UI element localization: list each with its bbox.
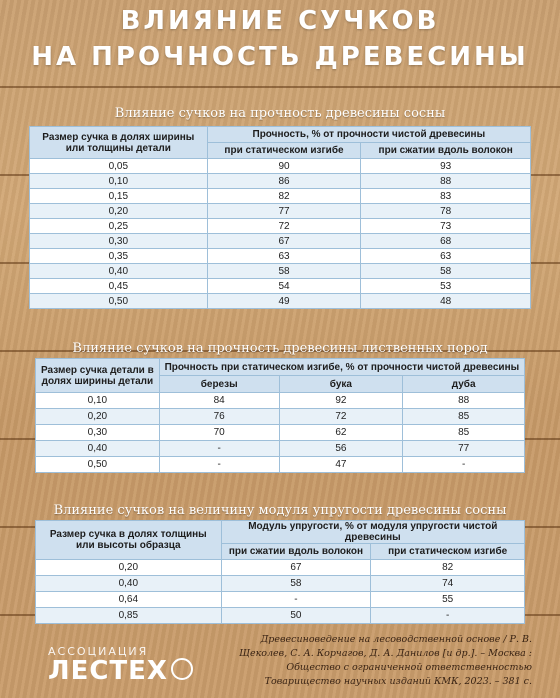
table-cell: 82 [371, 560, 525, 576]
source-line3: Общество с ограниченной ответственностью [286, 662, 532, 673]
table-cell: 0,64 [36, 592, 222, 608]
table3-header-size: Размер сучка в долях толщины или высоты образца [36, 521, 222, 560]
table-row [36, 441, 525, 457]
table-cell: 85 [403, 425, 525, 441]
table1 [29, 126, 531, 309]
table-row [36, 425, 525, 441]
table-cell: 58 [361, 264, 531, 279]
table-cell: 83 [361, 189, 531, 204]
table1-caption: Влияние сучков на прочность древесины сосны [114, 106, 446, 121]
table-row [36, 576, 525, 592]
table-cell: 50 [221, 608, 371, 624]
source-citation [232, 633, 532, 689]
table-cell: 92 [279, 393, 403, 409]
table-cell: 47 [279, 457, 403, 473]
logo-brand-text: ЛЕСТЕХ [48, 656, 168, 686]
table-cell: 0,40 [36, 441, 160, 457]
table-cell: 72 [279, 409, 403, 425]
table-cell: 85 [403, 409, 525, 425]
table-cell: 77 [207, 204, 361, 219]
table-cell: 55 [371, 592, 525, 608]
table-row [30, 279, 531, 294]
table-cell: 0,40 [30, 264, 208, 279]
table-cell: 70 [159, 425, 279, 441]
table-cell: 0,50 [36, 457, 160, 473]
table-cell: 90 [207, 159, 361, 174]
table-row [30, 189, 531, 204]
table-cell: 0,10 [30, 174, 208, 189]
table-cell: 0,35 [30, 249, 208, 264]
table-row [30, 174, 531, 189]
table-cell: 48 [361, 294, 531, 309]
table-cell: 0,20 [36, 409, 160, 425]
table1-header-size: Размер сучка в долях ширины или толщины детали [30, 127, 208, 159]
table-cell: 72 [207, 219, 361, 234]
table-cell: 0,45 [30, 279, 208, 294]
table-cell: 88 [361, 174, 531, 189]
lestech-logo [48, 645, 193, 684]
table1-header-col2: при сжатии вдоль волокон [361, 143, 531, 159]
table-cell: 62 [279, 425, 403, 441]
table2-header-col2: бука [279, 376, 403, 393]
table2-header-group: Прочность при статическом изгибе, % от прочности чистой древесины [159, 359, 524, 376]
table-row [30, 294, 531, 309]
table-row [36, 608, 525, 624]
table-cell: 82 [207, 189, 361, 204]
table-cell: 0,30 [30, 234, 208, 249]
table-row [36, 592, 525, 608]
table-cell: 76 [159, 409, 279, 425]
table-cell: 58 [207, 264, 361, 279]
table-row [36, 393, 525, 409]
table-cell: - [221, 592, 371, 608]
table-cell: 74 [371, 576, 525, 592]
source-line2: Щеколев, С. А. Корчагов, Д. А. Данилов [и др.]. – Москва : [239, 648, 532, 659]
table-cell: 0,20 [36, 560, 222, 576]
table-cell: - [159, 441, 279, 457]
table3-header-group: Модуль упругости, % от модуля упругости чистой древесины [221, 521, 524, 544]
table-cell: 0,10 [36, 393, 160, 409]
table-cell: 0,85 [36, 608, 222, 624]
table3-header-col2: при статическом изгибе [371, 544, 525, 560]
table1-header-group: Прочность, % от прочности чистой древесины [207, 127, 530, 143]
table2-header-col3: дуба [403, 376, 525, 393]
table-row [30, 159, 531, 174]
table-cell: 0,05 [30, 159, 208, 174]
table-row [30, 219, 531, 234]
table3-header-col1: при сжатии вдоль волокон [221, 544, 371, 560]
table2-caption: Влияние сучков на прочность древесины лиственных пород [72, 341, 488, 356]
table-cell: 53 [361, 279, 531, 294]
table-cell: - [159, 457, 279, 473]
table3-caption: Влияние сучков на величину модуля упругости древесины сосны [53, 503, 507, 518]
logo-association-text: АССОЦИАЦИЯ [48, 645, 149, 658]
table-cell: 63 [361, 249, 531, 264]
table-cell: 49 [207, 294, 361, 309]
table-cell: 77 [403, 441, 525, 457]
table-cell: 86 [207, 174, 361, 189]
table-cell: 63 [207, 249, 361, 264]
table-cell: 0,15 [30, 189, 208, 204]
source-line4: Товарищество научных изданий КМК, 2023. – 381 с. [264, 676, 532, 687]
main-title-line1: ВЛИЯНИЕ СУЧКОВ [120, 6, 440, 36]
table-row [36, 560, 525, 576]
table-cell: 78 [361, 204, 531, 219]
table-cell: 88 [403, 393, 525, 409]
table-cell: - [403, 457, 525, 473]
table-cell: 0,40 [36, 576, 222, 592]
source-line1: Древесиноведение на лесоводственной основе / Р. В. [260, 634, 532, 645]
table-cell: 56 [279, 441, 403, 457]
table3 [35, 520, 525, 624]
table2-header-size: Размер сучка детали в долях ширины детали [36, 359, 160, 393]
table-row [30, 249, 531, 264]
table2 [35, 358, 525, 473]
table-cell: 0,20 [30, 204, 208, 219]
table-cell: 67 [221, 560, 371, 576]
table-cell: 0,25 [30, 219, 208, 234]
table-row [30, 234, 531, 249]
table-cell: 73 [361, 219, 531, 234]
table-cell: - [371, 608, 525, 624]
table-cell: 0,30 [36, 425, 160, 441]
table-cell: 68 [361, 234, 531, 249]
logo-mark-icon [171, 658, 193, 680]
table-cell: 67 [207, 234, 361, 249]
table-row [30, 204, 531, 219]
table2-header-col1: березы [159, 376, 279, 393]
table-cell: 0,50 [30, 294, 208, 309]
table-cell: 93 [361, 159, 531, 174]
table-cell: 58 [221, 576, 371, 592]
table-row [36, 457, 525, 473]
table-row [30, 264, 531, 279]
table-cell: 54 [207, 279, 361, 294]
main-title-line2: НА ПРОЧНОСТЬ ДРЕВЕСИНЫ [31, 42, 529, 72]
table-cell: 84 [159, 393, 279, 409]
table1-header-col1: при статическом изгибе [207, 143, 361, 159]
table-row [36, 409, 525, 425]
